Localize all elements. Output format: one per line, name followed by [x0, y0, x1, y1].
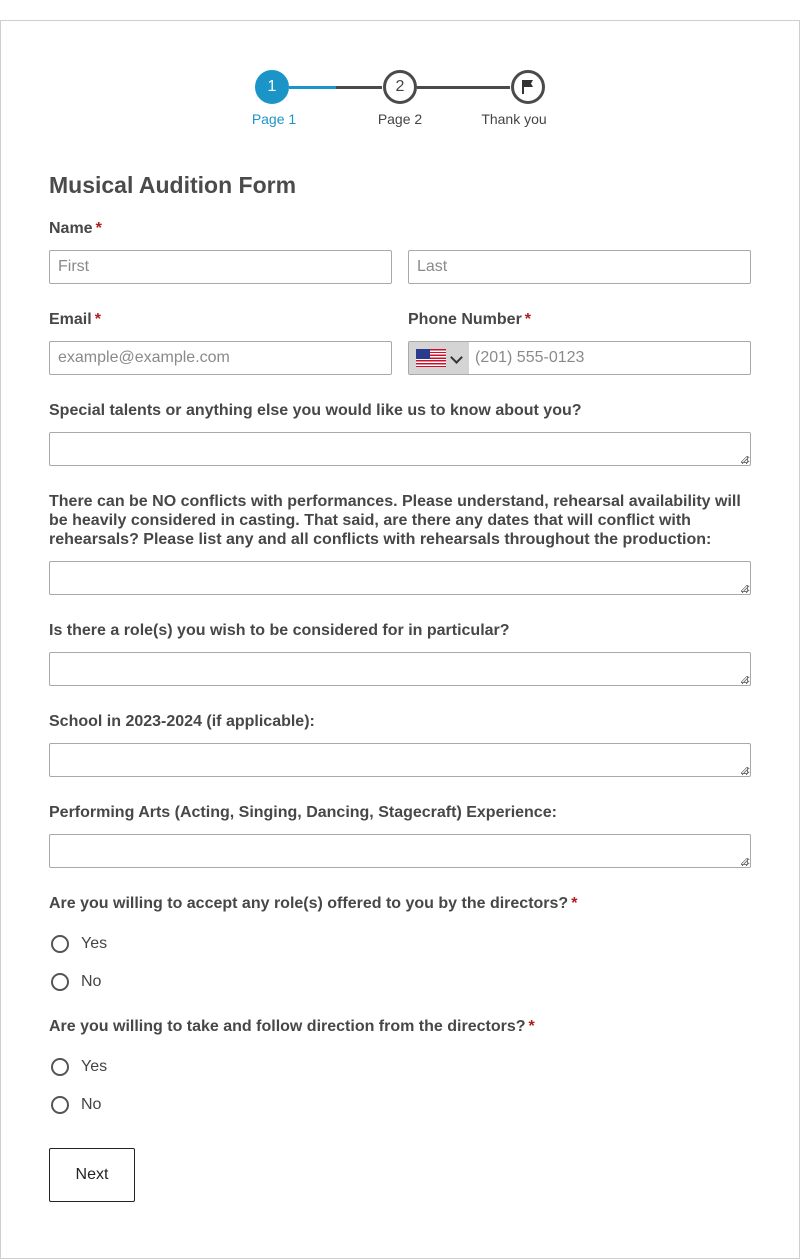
experience-label: Performing Arts (Acting, Singing, Dancing, Stagecraft) Experience:	[49, 804, 557, 821]
radio-button[interactable]	[51, 935, 69, 953]
name-label	[49, 219, 102, 238]
role-preference-textarea[interactable]	[49, 652, 751, 686]
special-talents-label: Special talents or anything else you would like us to know about you?	[49, 402, 582, 419]
accept-role-label-text: Are you willing to accept any role(s) offered to you by the directors?	[49, 895, 569, 912]
required-marker: *	[524, 311, 532, 328]
email-label	[49, 310, 101, 329]
role-preference-label: Is there a role(s) you wish to be considered for in particular?	[49, 622, 510, 639]
follow-direction-label-text: Are you willing to take and follow direction from the directors?	[49, 1018, 526, 1035]
phone-field	[408, 341, 751, 375]
step-thank-you-label: Thank you	[481, 111, 547, 127]
step-number: 2	[395, 78, 405, 95]
accept-role-label	[49, 894, 751, 913]
email-label-text: Email	[49, 311, 92, 328]
step-thank-you-indicator[interactable]	[511, 70, 545, 104]
required-marker: *	[571, 895, 578, 912]
radio-label: Yes	[81, 1058, 108, 1075]
step-2-label: Page 2	[377, 111, 423, 127]
step-1-label: Page 1	[251, 111, 297, 127]
conflicts-textarea[interactable]	[49, 561, 751, 595]
first-name-input[interactable]	[49, 250, 392, 284]
country-code-select[interactable]	[409, 342, 469, 374]
radio-label: No	[81, 1096, 102, 1113]
us-flag-icon	[416, 349, 446, 367]
follow-direction-yes-option[interactable]	[51, 1057, 107, 1077]
phone-input[interactable]	[469, 342, 762, 374]
step-connector	[417, 86, 510, 89]
school-label: School in 2023-2024 (if applicable):	[49, 713, 315, 730]
required-marker: *	[94, 311, 101, 328]
flag-icon	[521, 79, 535, 95]
chevron-down-icon	[450, 351, 463, 364]
radio-button[interactable]	[51, 1096, 69, 1114]
accept-role-no-option[interactable]	[51, 972, 101, 992]
required-marker: *	[95, 220, 102, 237]
conflicts-label: There can be NO conflicts with performances. Please understand, rehearsal availability will be heavily considered in casting. That said, are there any dates that will conflict with rehearsals? Please list any and all conflicts with rehearsals throughout the production:	[49, 493, 741, 548]
next-button[interactable]: Next	[49, 1148, 135, 1202]
follow-direction-no-option[interactable]	[51, 1095, 101, 1115]
required-marker: *	[528, 1018, 535, 1035]
radio-label: Yes	[81, 935, 108, 952]
special-talents-textarea[interactable]	[49, 432, 751, 466]
radio-label: No	[81, 973, 102, 990]
radio-button[interactable]	[51, 1058, 69, 1076]
step-2-indicator[interactable]	[383, 70, 417, 104]
step-connector	[336, 86, 382, 89]
form-title: Musical Audition Form	[49, 172, 297, 198]
last-name-input[interactable]	[408, 250, 751, 284]
phone-label-text: Phone Number	[408, 311, 522, 328]
name-label-text: Name	[49, 220, 93, 237]
phone-label	[408, 310, 531, 329]
experience-textarea[interactable]	[49, 834, 751, 868]
accept-role-yes-option[interactable]	[51, 934, 107, 954]
radio-button[interactable]	[51, 973, 69, 991]
email-input[interactable]	[49, 341, 392, 375]
school-textarea[interactable]	[49, 743, 751, 777]
step-connector-progress	[289, 86, 336, 89]
follow-direction-label	[49, 1017, 751, 1036]
step-1-indicator[interactable]	[255, 70, 289, 104]
step-number: 1	[267, 78, 277, 95]
